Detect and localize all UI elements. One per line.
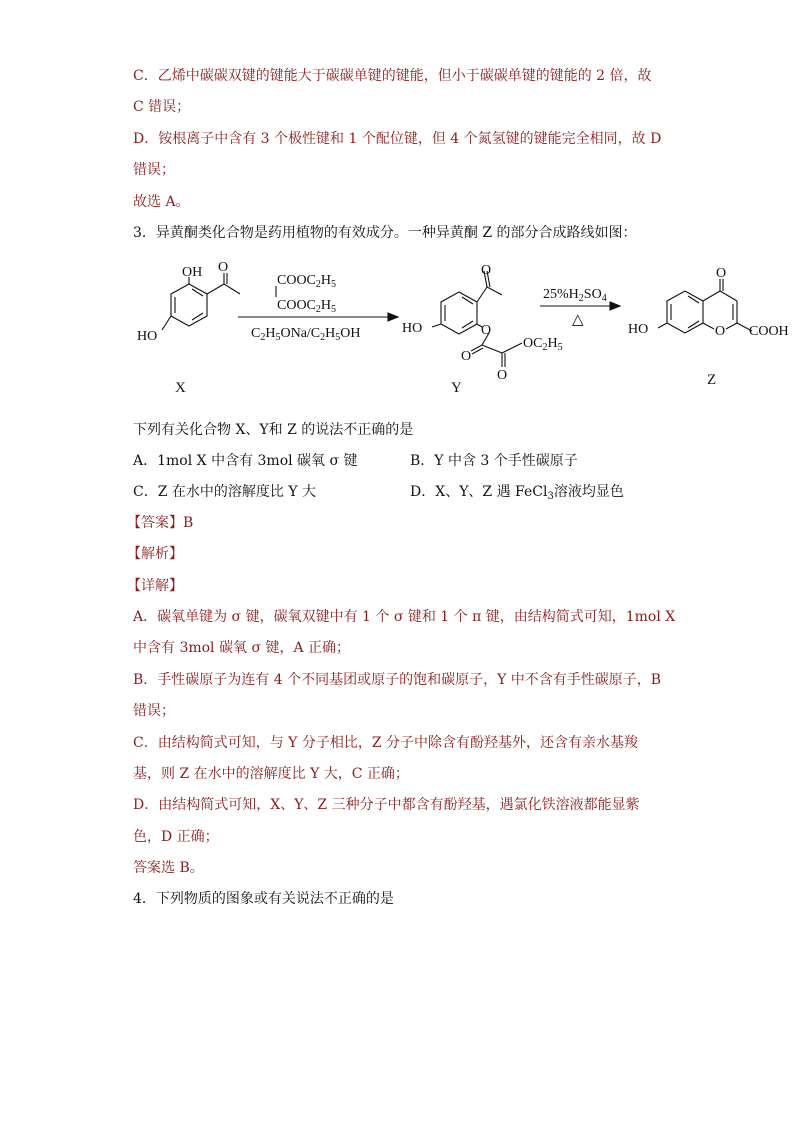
reagent-sulfuric-acid: $25\%H_2SO_4$	[543, 287, 607, 304]
text-line: C．乙烯中碳碳双键的键能大于碳碳单键的键能，但小于碳碳单键的键能的 2 倍，故	[133, 68, 652, 84]
explanation-line: A．碳氧单键为 σ 键，碳氧双键中有 1 个 σ 键和 1 个 π 键，由结构简式可知，1mol X	[133, 609, 676, 625]
question-stem: 下列有关化合物 X、Y和 Z 的说法不正确的是	[133, 422, 414, 438]
option-c: C．Z 在水中的溶解度比 Y 大	[133, 484, 317, 500]
synthesis-scheme	[130, 255, 794, 405]
answer-value: B	[183, 515, 194, 531]
x-oh-label: OH	[182, 265, 203, 280]
explanation-line: C．由结构简式可知，与 Y 分子相比，Z 分子中除含有酚羟基外，还含有亲水基羧	[133, 735, 639, 751]
y-carbonyl-o-3: O	[497, 368, 508, 383]
explanation-line: 答案选 B。	[133, 860, 204, 876]
text-line: D．铵根离子中含有 3 个极性键和 1 个配位键，但 4 个氮氢键的键能完全相同，故 D	[133, 131, 662, 147]
condition-1: $C_2H_5ONa/C_2H_5OH$	[251, 326, 361, 343]
compound-y-label: Y	[451, 380, 462, 396]
reagent-malonate-bottom: $COOC_2H_5$	[277, 298, 337, 315]
y-ethoxy-label: $OC_2H_5$	[523, 336, 563, 353]
y-ether-o: O	[481, 323, 492, 338]
option-b: B．Y 中含 3 个手性碳原子	[410, 453, 578, 469]
y-carbonyl-o-2: O	[461, 349, 472, 364]
z-carbonyl-o: O	[716, 266, 727, 281]
question-4-title: 4．下列物质的图象或有关说法不正确的是	[133, 891, 394, 907]
explanation-line: 错误；	[133, 703, 175, 719]
text-line: 错误；	[133, 162, 175, 178]
detail-tag: 【详解】	[127, 578, 183, 594]
answer-line	[127, 513, 193, 533]
y-ho-label: HO	[402, 321, 423, 336]
heat-icon: △	[572, 312, 584, 328]
z-ring-o: O	[715, 324, 726, 339]
z-ho-label: HO	[628, 322, 649, 337]
answer-tag: 【答案】	[127, 515, 183, 531]
explanation-line: B．手性碳原子为连有 4 个不同基团或原子的饱和碳原子，Y 中不含有手性碳原子，B	[133, 672, 662, 688]
text-line: 故选 A。	[133, 194, 190, 210]
text-line: C 错误；	[133, 99, 191, 115]
compound-z-label: Z	[707, 372, 717, 388]
question-3-title: 3．异黄酮类化合物是药用植物的有效成分。一种异黄酮 Z 的部分合成路线如图：	[133, 225, 637, 241]
explanation-line: 色，D 正确；	[133, 829, 219, 845]
x-ho-label: HO	[137, 329, 158, 344]
analysis-tag: 【解析】	[127, 546, 183, 562]
x-carbonyl-o: O	[218, 260, 229, 275]
explanation-line: D．由结构简式可知，X、Y、Z 三种分子中都含有酚羟基，遇氯化铁溶液都能显紫	[133, 797, 640, 813]
option-d: D．X、Y、Z 遇 FeCl$_3$溶液均显色	[410, 484, 624, 502]
compound-x-label: X	[175, 380, 186, 396]
z-cooh-label: COOH	[749, 324, 789, 339]
explanation-line: 中含有 3mol 碳氧 σ 键，A 正确；	[133, 640, 351, 656]
reagent-malonate-top: $COOC_2H_5$	[277, 273, 337, 290]
y-carbonyl-o: O	[481, 263, 492, 278]
option-a: A．1mol X 中含有 3mol 碳氧 σ 键	[133, 453, 358, 469]
explanation-line: 基，则 Z 在水中的溶解度比 Y 大，C 正确；	[133, 766, 409, 782]
